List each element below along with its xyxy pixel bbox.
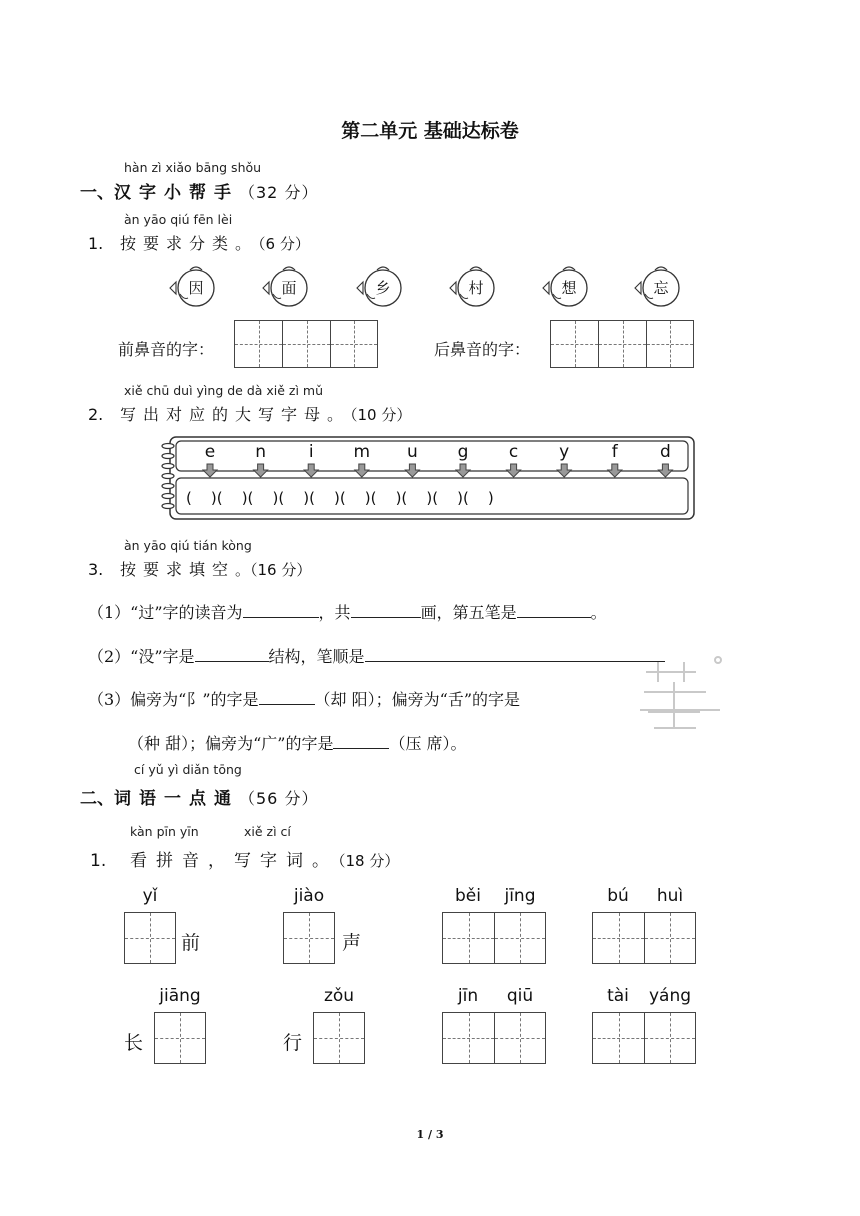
blank-radical-fu[interactable] — [259, 688, 315, 705]
part2-heading-num: 二、 — [80, 789, 114, 809]
word-suffix-char: 声 — [342, 932, 362, 954]
writing-cell[interactable] — [550, 320, 599, 368]
q2-prompt — [88, 402, 411, 425]
balloon-character: 村 — [468, 279, 484, 297]
q3-pinyin: àn yāo qiú tián kòng — [124, 538, 252, 553]
q3-line4-text-b: （压 席）。 — [389, 734, 467, 753]
q3-line1-text-a: （1）“过”字的读音为 — [88, 603, 243, 622]
front-nasal-grid[interactable] — [234, 320, 378, 368]
q3-line-3 — [88, 687, 520, 710]
p2q1-pinyin-b: xiě zì cí — [244, 824, 291, 839]
q3-line1-text-c: 画，第五笔是 — [420, 603, 517, 622]
word-pinyin: jiāng — [159, 986, 201, 1006]
word-pinyin: zǒu — [323, 986, 355, 1006]
letter-n: n — [255, 442, 266, 462]
letter-frame — [160, 436, 696, 520]
word-pinyin: jīn — [457, 986, 479, 1006]
blank-stroke-order[interactable] — [365, 645, 665, 662]
q2-text: 写出对应的大写字母。 — [120, 405, 351, 424]
part2-pinyin: cí yǔ yì diǎn tōng — [134, 762, 242, 777]
writing-cell[interactable] — [646, 320, 694, 368]
word-pinyin: jīng — [504, 886, 536, 906]
word-prefix-char: 长 — [124, 1032, 144, 1054]
p2q1-number: 1. — [90, 851, 107, 871]
page-number: 1 / 3 — [416, 1128, 444, 1141]
part1-heading-text: 汉字小帮手 — [114, 183, 239, 203]
q3-line-2 — [88, 644, 665, 667]
part1-heading — [80, 178, 318, 203]
watermark-mark — [636, 652, 726, 756]
q3-score: 。（16 分） — [235, 561, 312, 579]
balloon-character: 因 — [188, 279, 204, 297]
page-title: 第二单元 基础达标卷 — [341, 120, 519, 142]
word-pinyin: bú — [607, 886, 629, 906]
writing-cell[interactable] — [154, 1012, 206, 1064]
word-pinyin: yǐ — [142, 886, 158, 906]
letter-f: f — [611, 442, 618, 462]
q2-score: （10 分） — [350, 406, 412, 424]
character-balloon — [539, 264, 599, 310]
q3-line-4 — [128, 731, 467, 754]
writing-cell[interactable] — [282, 320, 331, 368]
letter-c: c — [508, 442, 519, 462]
word-pinyin: yáng — [648, 986, 692, 1006]
letter-g: g — [457, 442, 469, 462]
p2q1-prompt — [90, 846, 399, 871]
letter-i: i — [308, 442, 314, 462]
writing-cell[interactable] — [592, 912, 645, 964]
q1-prompt — [88, 231, 310, 254]
part2-heading-text: 词语一点通 — [114, 789, 239, 809]
word-pinyin: běi — [455, 886, 481, 906]
balloon-character: 想 — [561, 279, 577, 297]
q1-text: 按要求分类。 — [120, 234, 259, 253]
blank-reading[interactable] — [243, 601, 319, 618]
p2q1-pinyin-a: kàn pīn yīn — [130, 824, 199, 839]
writing-cell[interactable] — [494, 1012, 546, 1064]
answer-parentheses[interactable]: ( )( )( )( )( )( )( )( )( )( ) — [186, 489, 494, 507]
q3-line4-text-a: （种 甜）；偏旁为“广”的字是 — [128, 734, 334, 753]
part1-pinyin: hàn zì xiǎo bāng shǒu — [124, 160, 262, 175]
q3-text: 按要求填空 — [120, 560, 236, 579]
q3-line3-text-b: （却 阳）；偏旁为“舌”的字是 — [314, 690, 520, 709]
q3-number: 3. — [88, 560, 104, 579]
q3-line1-text-d: 。 — [590, 603, 607, 622]
part1-score: （32 分） — [239, 183, 319, 202]
q1-score: （6 分） — [258, 235, 310, 253]
word-pinyin: qiū — [506, 986, 534, 1006]
character-balloon — [353, 264, 413, 310]
q3-line3-text-a: （3）偏旁为“阝”的字是 — [88, 690, 259, 709]
back-nasal-grid[interactable] — [550, 320, 694, 368]
writing-cell[interactable] — [592, 1012, 645, 1064]
q3-line2-text-b: 结构，笔顺是 — [268, 647, 365, 666]
writing-cell[interactable] — [313, 1012, 365, 1064]
character-balloon — [446, 264, 506, 310]
letter-m: m — [353, 442, 371, 462]
writing-cell[interactable] — [644, 1012, 696, 1064]
letter-u: u — [407, 442, 418, 462]
letter-e: e — [204, 442, 216, 462]
part1-heading-num: 一、 — [80, 183, 114, 203]
part2-heading — [80, 784, 318, 809]
q3-prompt — [88, 557, 311, 580]
q1-pinyin: àn yāo qiú fēn lèi — [124, 212, 233, 227]
writing-cell[interactable] — [283, 912, 335, 964]
writing-cell[interactable] — [494, 912, 546, 964]
part2-score: （56 分） — [239, 789, 319, 808]
word-pinyin: tài — [607, 986, 629, 1006]
balloon-character: 面 — [281, 279, 297, 297]
q3-line-1 — [88, 600, 607, 623]
blank-stroke-count[interactable] — [351, 601, 421, 618]
writing-cell[interactable] — [442, 1012, 495, 1064]
balloon-character: 乡 — [375, 279, 391, 297]
writing-cell[interactable] — [598, 320, 647, 368]
p2q1-text: 看拼音，写字词。 — [130, 851, 338, 871]
q3-line1-text-b: ，共 — [318, 603, 351, 622]
word-suffix-char: 前 — [181, 932, 201, 954]
character-balloon — [259, 264, 319, 310]
blank-fifth-stroke[interactable] — [517, 601, 591, 618]
writing-cell[interactable] — [234, 320, 283, 368]
front-nasal-label: 前鼻音的字： — [118, 340, 215, 359]
q1-number: 1. — [88, 234, 104, 253]
q2-number: 2. — [88, 405, 104, 424]
writing-cell[interactable] — [124, 912, 176, 964]
word-prefix-char: 行 — [283, 1032, 303, 1054]
letter-d: d — [659, 442, 671, 462]
q3-line2-text-a: （2）“没”字是 — [88, 647, 195, 666]
writing-cell[interactable] — [442, 912, 495, 964]
character-balloon — [631, 264, 691, 310]
word-pinyin: huì — [656, 886, 684, 906]
blank-structure[interactable] — [195, 645, 269, 662]
word-pinyin: jiào — [293, 886, 325, 906]
letter-y: y — [559, 442, 570, 462]
balloon-character: 忘 — [653, 279, 669, 297]
p2q1-score: （18 分） — [338, 852, 400, 870]
q2-pinyin: xiě chū duì yìng de dà xiě zì mǔ — [124, 383, 324, 398]
blank-radical-guang[interactable] — [333, 732, 389, 749]
back-nasal-label: 后鼻音的字： — [434, 340, 531, 359]
writing-cell[interactable] — [644, 912, 696, 964]
writing-cell[interactable] — [330, 320, 378, 368]
character-balloon — [166, 264, 226, 310]
